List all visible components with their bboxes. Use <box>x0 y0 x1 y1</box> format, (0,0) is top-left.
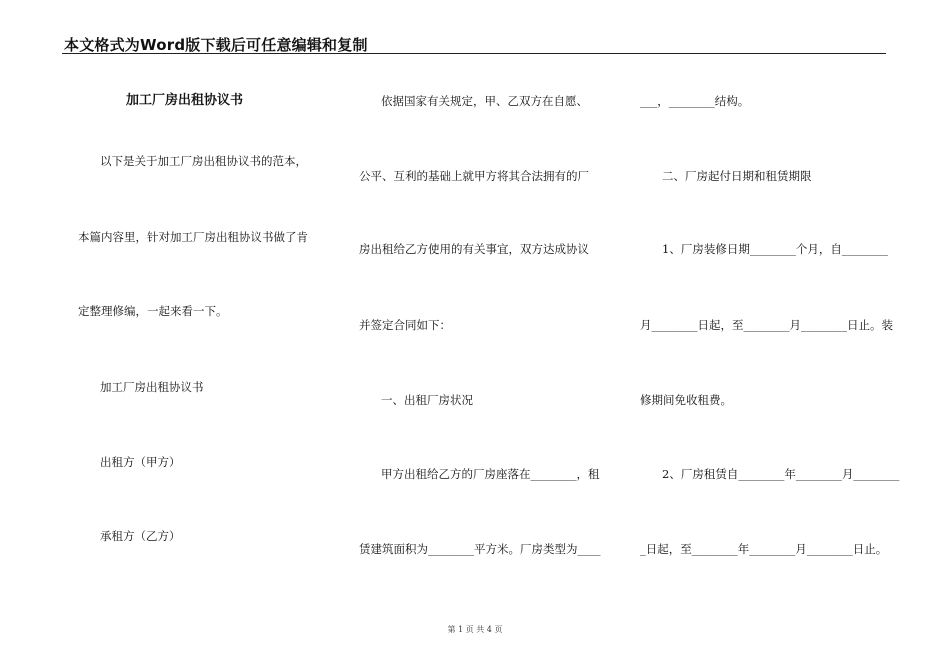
document-header-title: 本文格式为Word版下载后可任意编辑和复制 <box>64 36 368 54</box>
header-divider <box>62 53 886 54</box>
right-line-3: 月________日起，至________月________日止。装 <box>640 318 893 332</box>
right-line-6: _日起，至________年________月________日止。 <box>640 542 888 556</box>
left-line-5: 出租方（甲方） <box>100 455 181 469</box>
middle-line-3: 并签定合同如下： <box>359 318 451 332</box>
doc-title: 加工厂房出租协议书 <box>126 93 244 108</box>
left-line-4: 加工厂房出租协议书 <box>100 380 204 394</box>
left-line-6: 承租方（乙方） <box>100 529 181 543</box>
right-line-4: 修期间免收租费。 <box>640 393 732 407</box>
right-line-1: 二、厂房起付日期和租赁期限 <box>662 169 812 183</box>
middle-line-6: 赁建筑面积为________平方米。厂房类型为____ <box>359 542 601 556</box>
page-number: 第 1 页 共 4 页 <box>447 625 503 634</box>
right-line-0: ___，________结构。 <box>640 94 750 108</box>
middle-line-2: 房出租给乙方使用的有关事宜，双方达成协议 <box>359 242 589 256</box>
middle-line-4: 一、出租厂房状况 <box>381 393 473 407</box>
middle-line-5: 甲方出租给乙方的厂房座落在________，租 <box>381 467 600 481</box>
left-line-1: 以下是关于加工厂房出租协议书的范本， <box>100 154 307 168</box>
left-line-2: 本篇内容里，针对加工厂房出租协议书做了肯 <box>78 230 308 244</box>
middle-line-1: 公平、互利的基础上就甲方将其合法拥有的厂 <box>359 169 589 183</box>
right-line-5: 2、厂房租赁自________年________月________ <box>662 467 900 481</box>
middle-line-0: 依据国家有关规定，甲、乙双方在自愿、 <box>381 94 588 108</box>
right-line-2: 1、厂房装修日期________个月，自________ <box>662 242 888 256</box>
left-line-3: 定整理修编，一起来看一下。 <box>78 304 228 318</box>
